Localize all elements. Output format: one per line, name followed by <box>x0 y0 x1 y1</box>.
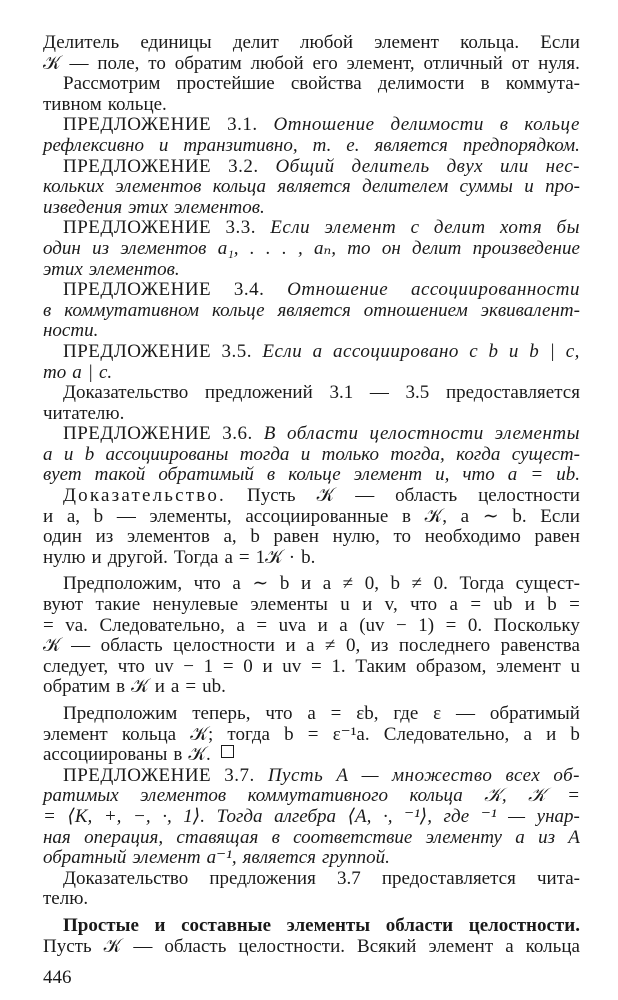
text-line: ПРЕДЛОЖЕНИЕ 3.3. Если элемент c делит хотя бы <box>63 217 580 239</box>
text-line: Доказательство предложения 3.7 предоставляется чита- <box>63 867 580 889</box>
text-body <box>43 33 580 957</box>
text-line: ПРЕДЛОЖЕНИЕ 3.5. Если a ассоциировано с b и b | c, <box>63 340 580 362</box>
text-line: этих элементов. <box>43 258 180 280</box>
text-line: ассоциированы в 𝒦. <box>43 745 580 766</box>
text-line: тивном кольце. <box>43 93 167 115</box>
text-line: Предположим, что a ∼ b и a ≠ 0, b ≠ 0. Тогда сущест- <box>63 573 580 595</box>
text-line: Доказательство предложений 3.1 — 3.5 предоставляется <box>63 382 580 404</box>
text-line: в коммутативном кольце является отношением эквивалент- <box>43 299 580 321</box>
text-line: ПРЕДЛОЖЕНИЕ 3.4. Отношение ассоциированности <box>63 279 580 301</box>
text-line: Делитель единицы делит любой элемент кольца. Если <box>43 32 580 53</box>
text-line: читателю. <box>43 402 125 424</box>
text-line: ная операция, ставящая в соответствие элементу a из A <box>43 826 580 848</box>
text-line: ПРЕДЛОЖЕНИЕ 3.7. Пусть A — множество всех об- <box>63 764 580 786</box>
text-line: обратный элемент a⁻¹, является группой. <box>43 847 390 869</box>
text-line: ПРЕДЛОЖЕНИЕ 3.1. Отношение делимости в кольце <box>63 114 580 136</box>
text-line: вуют такие ненулевые элементы u и v, что a = ub и b = <box>43 594 580 616</box>
text-line: кольких элементов кольца является делителем суммы и про- <box>43 176 580 198</box>
text-line: то a | c. <box>43 361 113 383</box>
text-line: следует, что uv − 1 = 0 и uv = 1. Таким образом, элемент u <box>43 655 580 677</box>
text-line: ПРЕДЛОЖЕНИЕ 3.6. В области целостности элементы <box>63 423 580 445</box>
text-line: ности. <box>43 320 99 342</box>
text-line: элемент кольца 𝒦; тогда b = ε⁻¹a. Следовательно, a и b <box>43 723 580 745</box>
text-line: = va. Следовательно, a = uva и a (uv − 1) = 0. Поскольку <box>43 614 580 636</box>
text-line: Доказательство. Пусть 𝒦 — область целостности <box>63 485 580 507</box>
text-line: рефлексивно и транзитивно, т. е. является предпорядком. <box>43 134 580 156</box>
text-line: телю. <box>43 888 89 910</box>
text-line: Предположим теперь, что a = εb, где ε — обратимый <box>63 703 580 724</box>
text-line: Рассмотрим простейшие свойства делимости в коммута- <box>63 73 580 95</box>
text-line: обратим в 𝒦 и a = ub. <box>43 676 226 698</box>
text-line: 𝒦 — область целостности и a ≠ 0, из последнего равенства <box>43 635 580 657</box>
text-line: Пусть 𝒦 — область целостности. Всякий элемент a кольца <box>43 935 580 957</box>
text-line: нулю и другой. Тогда a = 1𝒦 · b. <box>43 546 316 568</box>
qed-box-icon <box>221 745 234 758</box>
text-line: ПРЕДЛОЖЕНИЕ 3.2. Общий делитель двух или нес- <box>63 155 580 177</box>
text-line: 𝒦 — поле, то обратим любой его элемент, отличный от нуля. <box>43 52 580 74</box>
text-line: = ⟨K, +, −, ·, 1⟩. Тогда алгебра ⟨A, ·, ⁻¹⟩, где ⁻¹ — унар- <box>43 805 580 827</box>
text-line: ратимых элементов коммутативного кольца 𝒦, 𝒦 = <box>43 785 580 807</box>
text-line: изведения этих элементов. <box>43 196 265 218</box>
text-line: a и b ассоциированы тогда и только тогда, когда сущест- <box>43 443 580 465</box>
text-line: Простые и составные элементы области целостности. <box>63 914 580 936</box>
text-line: вует такой обратимый в кольце элемент u, что a = ub. <box>43 464 580 486</box>
text-line: один из элементов a₁, . . . , aₙ, то он делит произведение <box>43 237 580 259</box>
page-number: 446 <box>43 967 72 988</box>
text-line: один из элементов a, b равен нулю, то необходимо равен <box>43 526 580 548</box>
text-line: и a, b — элементы, ассоциированные в 𝒦, a ∼ b. Если <box>43 505 580 527</box>
